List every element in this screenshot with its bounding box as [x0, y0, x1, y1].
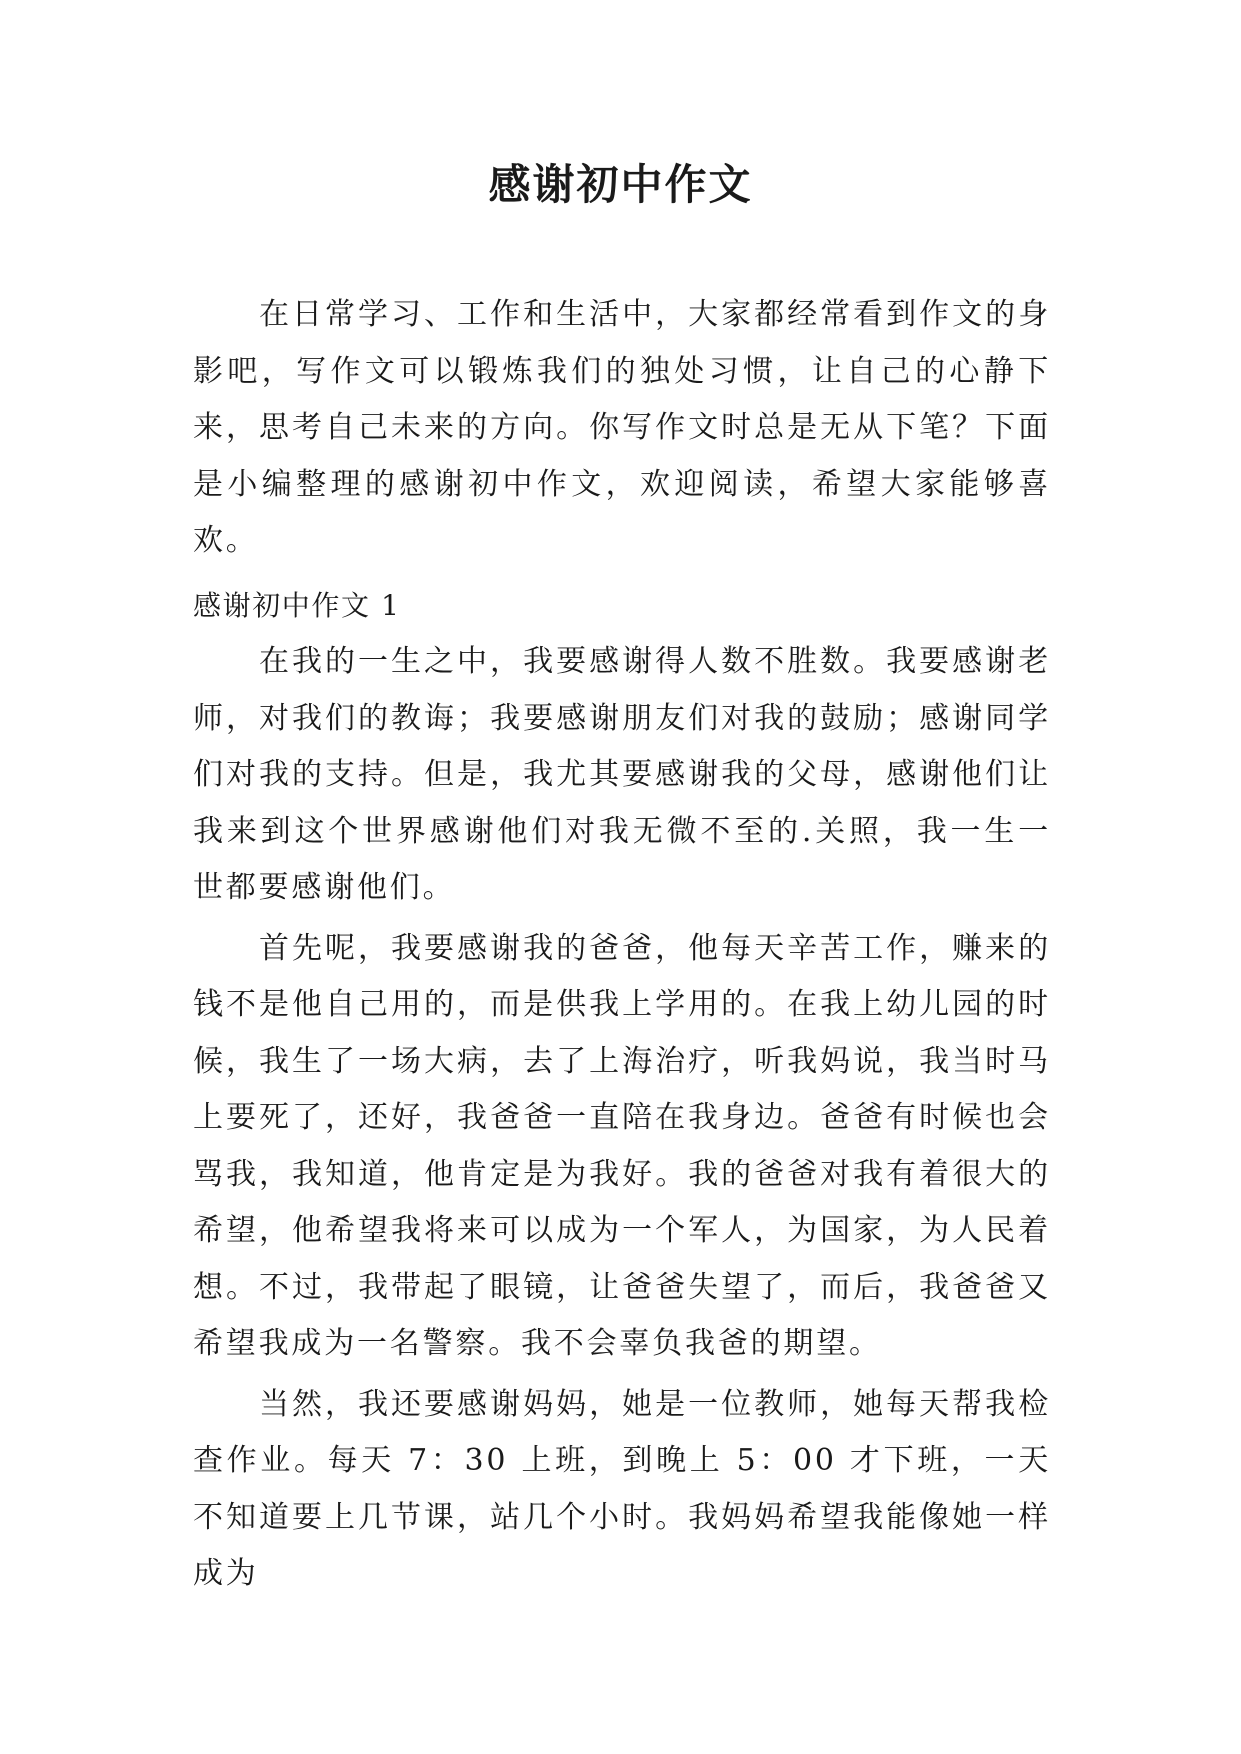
document-title: 感谢初中作文	[488, 160, 753, 209]
section-heading: 感谢初中作文 1	[193, 589, 401, 622]
intro-paragraph: 在日常学习、工作和生活中，大家都经常看到作文的身影吧，写作文可以锻炼我们的独处习惯，让自己的心静下来，思考自己未来的方向。你写作文时总是无从下笔？下面是小编整理的感谢初中作文，欢迎阅读，希望大家能够喜欢。	[193, 297, 1051, 558]
body-paragraph: 当然，我还要感谢妈妈，她是一位教师，她每天帮我检查作业。每天 7：30 上班，到晚上 5：00 才下班，一天不知道要上几节课，站几个小时。我妈妈希望我能像她一样成为	[193, 1386, 1051, 1591]
section-body	[193, 634, 1051, 1603]
body-paragraph: 首先呢，我要感谢我的爸爸，他每天辛苦工作，赚来的钱不是他自己用的，而是供我上学用的。在我上幼儿园的时候，我生了一场大病，去了上海治疗，听我妈说，我当时马上要死了，还好，我爸爸一直陪在我身边。爸爸有时候也会骂我，我知道，他肯定是为我好。我的爸爸对我有着很大的希望，他希望我将来可以成为一个军人，为国家，为人民着想。不过，我带起了眼镜，让爸爸失望了，而后，我爸爸又希望我成为一名警察。我不会辜负我爸的期望。	[193, 930, 1051, 1361]
intro-block	[193, 287, 1051, 570]
body-paragraph: 在我的一生之中，我要感谢得人数不胜数。我要感谢老师，对我们的教诲；我要感谢朋友们对我的鼓励；感谢同学们对我的支持。但是，我尤其要感谢我的父母，感谢他们让我来到这个世界感谢他们对我无微不至的.关照，我一生一世都要感谢他们。	[193, 644, 1051, 905]
